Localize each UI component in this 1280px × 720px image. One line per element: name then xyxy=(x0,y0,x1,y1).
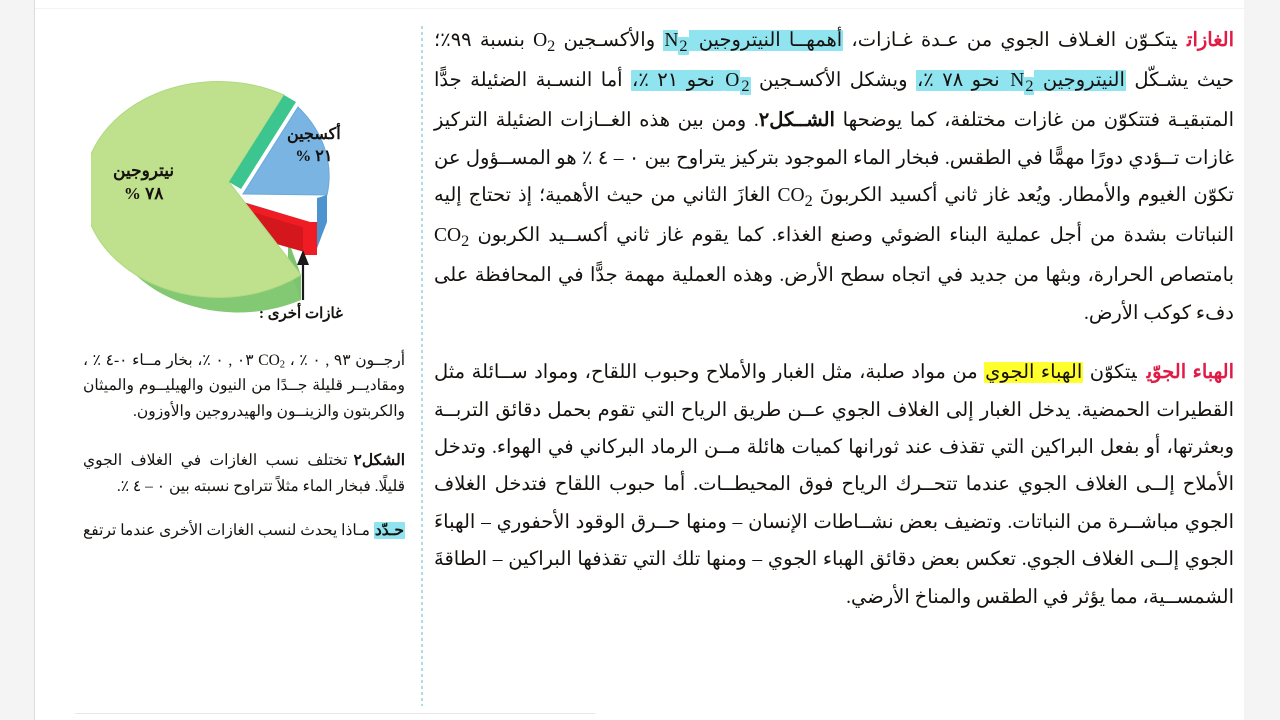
paragraph-gases-body xyxy=(434,30,1234,324)
cyan-highlight: نحو ٢١ ٪، xyxy=(632,70,724,92)
other-gases-desc-part1: أرجــون ٩٣ , ٠ ٪ ، xyxy=(285,352,406,369)
text-run: من مواد صلبة، مثل الغبار والأملاح وحبوب اللقاح، ومواد ســائلة مثل القطيرات الحمضية. يدخل الغبار إلى الغلاف الجوي عــن طريق الرياح التي تقوم بحمل دقائق التربــة وبعثرتها، أو بفعل البراكين التي تقذف عند ثورانها كميات هائلة مــن الرماد البركاني في الهواء. وتدخل الأملاح إلــى الغلاف الجوي عندما تتحــرك الرياح فوق المحيطــات. أما حبوب اللقاح فتدخل الغلاف الجوي مباشــرة من النباتات. وتضيف بعض نشــاطات الإنسان – ومنها حــرق الوقود الأحفوري – الهباءَ الجوي إلــى الغلاف الجوي. تعكس بعض دقائق الهباء الجوي – ومنها تلك التي تقذفها البراكين – الطاقةَ الشمســية، مما يؤثر في الطقس والمناخ الأرضي. xyxy=(434,362,1234,608)
pie-label-oxygen xyxy=(287,124,341,167)
cyan-highlight: أهمهــا النيتروجين xyxy=(698,30,843,51)
text-run: بنسبة ٩٩٪؛ حيث يشـكّل xyxy=(434,30,1234,92)
paragraph-aerosols xyxy=(434,354,1234,616)
body-text-column xyxy=(434,22,1234,632)
cyan-highlight: نحو ٧٨ ٪، xyxy=(916,70,1009,92)
other-gases-desc-part2: ٠٣ , ٠ ٪، بخار مــاء ٠-٤ ٪ ، ومقاديــر قليلة جــدًا من النيون والهيليــوم والميثان والكربتون والزينــون والهيدروجين والأوزون. xyxy=(83,352,405,420)
pie-label-nitrogen-value: ٧٨ % xyxy=(123,183,164,203)
text-run: يتكـوّن الغـلاف الجوي من عـدة غـازات، xyxy=(843,30,1178,51)
section-heading-aerosols: الهباء الجوّي xyxy=(1146,362,1234,384)
column-divider xyxy=(421,26,423,706)
pie-label-oxygen-name: أكسجين xyxy=(287,126,341,143)
figure-question-term: حـدّد xyxy=(374,521,404,539)
chem-subscript: 2 xyxy=(804,191,813,210)
text-run: . ومن بين هذه الغــازات الضئيلة التركيز غازات تــؤدي دورًا مهمًّا في الطقس. فبخار الماء الموجود بتركيز يتراوح بين ٠ – ٤ ٪ هو المســؤول عن تكوّن الغيوم والأمطار. ويُعد غاز ثاني أكسيد الكربونَ xyxy=(434,110,1234,207)
page-top-edge xyxy=(35,0,1244,9)
chem-subscript-highlighted: 2 xyxy=(679,36,688,55)
text-run: بامتصاص الحرارة، وبثها من جديد في اتجاه سطح الأرض. وهذه العملية مهمة جدًّا في المحافظة على دفء كوكب الأرض. xyxy=(434,265,1234,324)
figure-reference: الشــكل٢ xyxy=(758,110,835,132)
text-run: أما النسـبة الضئيلة جدًّا المتبقيـة فتتكوّن من غازات مختلفة، كما يوضحها xyxy=(434,70,1234,132)
figure-caption-text: تختلف نسب الغازات في الغلاف الجوي قليلًا. فبخار الماء مثلاً تتراوح نسبته بين ٠ – ٤ ٪. xyxy=(83,451,405,495)
pie-label-other-gases: غازات أخرى : xyxy=(259,306,343,322)
textbook-page xyxy=(35,0,1244,720)
section-heading-gases: الغازات xyxy=(1187,30,1235,51)
page-bottom-rule xyxy=(75,713,595,714)
figure-number-label: الشكل٢ xyxy=(353,451,405,469)
text-run: ويشكل الأكسـجين xyxy=(750,70,916,92)
figure-column xyxy=(75,24,411,714)
chem-subscript: 2 xyxy=(461,232,470,250)
viewer-right-gutter xyxy=(1243,0,1280,720)
co2-subscript: 2 xyxy=(279,359,286,371)
pie-label-nitrogen xyxy=(113,160,174,206)
figure-caption-block xyxy=(83,448,405,500)
paragraph-gases xyxy=(434,22,1234,332)
chem-symbol: CO xyxy=(777,185,805,207)
cyan-highlight: O xyxy=(725,70,740,92)
chem-subscript-highlighted: 2 xyxy=(741,76,750,95)
pie-label-oxygen-value: ٢١ % xyxy=(295,147,333,165)
figure-question-text: مـاذا يحدث لنسب الغازات الأخرى عندما ترتفع xyxy=(83,521,370,539)
chem-symbol: CO xyxy=(434,225,462,247)
pie-chart xyxy=(91,32,411,322)
other-gases-description xyxy=(83,348,405,424)
figure-question-block xyxy=(83,518,405,544)
cyan-highlight: النيتروجين N xyxy=(1010,70,1125,92)
chem-subscript: 2 xyxy=(547,36,556,55)
viewer-left-gutter xyxy=(0,0,35,720)
pie-slice-other-face xyxy=(303,222,317,255)
text-run: الغازَ الثاني من حيث الأهمية؛ إذ تحتاج إليه النباتات بشدة من أجل عملية البناء الضوئي وصنع الغذاء. كما يقوم غاز ثاني أكســيد الكربون xyxy=(434,185,1234,247)
paragraph-aerosols-body xyxy=(434,362,1234,608)
chem-symbol-highlighted: N xyxy=(664,30,697,51)
yellow-highlight: الهباء الجوي xyxy=(985,362,1083,384)
pie-slice-oxygen-edge xyxy=(317,195,327,224)
pie-label-nitrogen-name: نيتروجين xyxy=(113,161,175,180)
chem-subscript-highlighted: 2 xyxy=(1025,76,1034,95)
text-run: والأكسـجين O xyxy=(533,30,664,51)
co2-formula xyxy=(258,352,285,369)
text-run: يتكوّن xyxy=(1083,362,1137,384)
co2-symbol: CO xyxy=(258,352,280,369)
